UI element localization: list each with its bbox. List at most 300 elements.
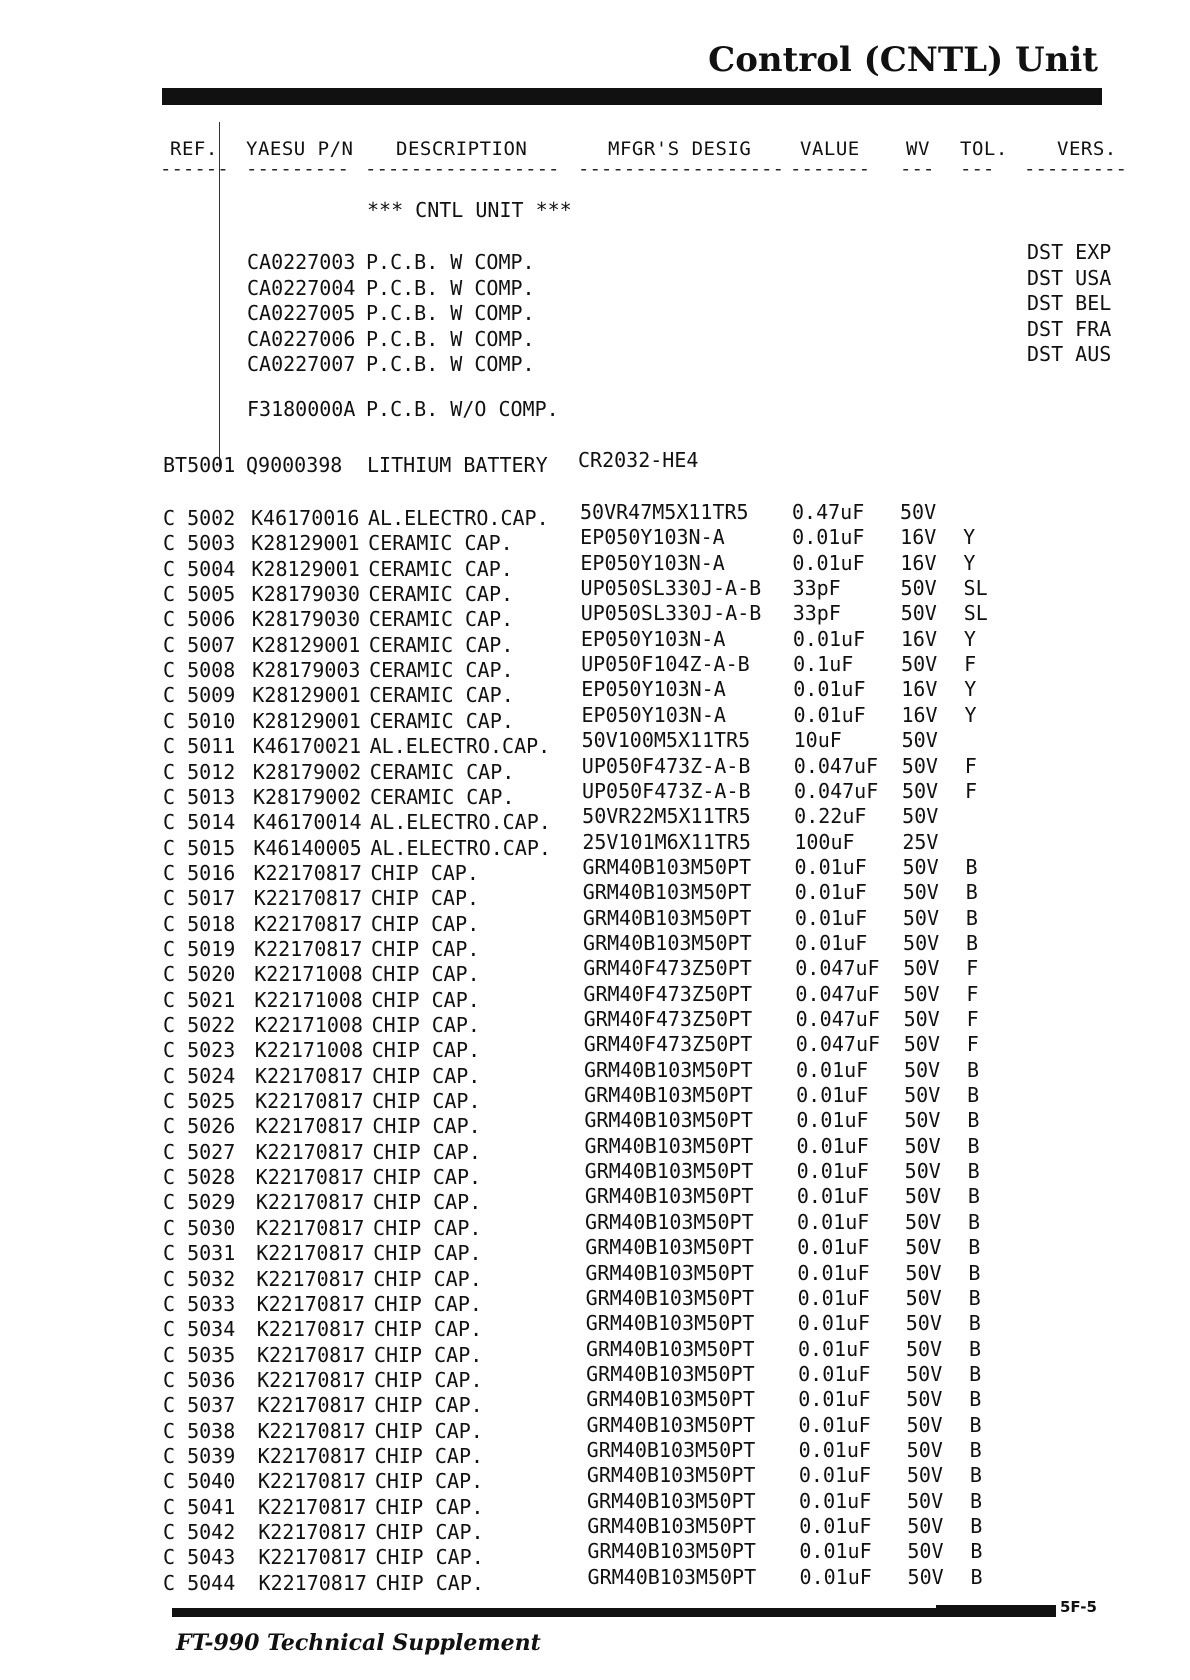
part-value: 0.01uF: [793, 677, 866, 702]
pcb-vers: DST USA: [1027, 265, 1112, 290]
part-tol: Y: [963, 525, 976, 550]
part-desc: CHIP CAP.: [370, 911, 480, 936]
part-wv: 50V: [906, 1412, 943, 1437]
part-wv: 16V: [900, 626, 938, 651]
part-mfgr: 50VR22M5X11TR5: [582, 804, 751, 829]
pcb-pn: CA0227007: [247, 352, 356, 376]
part-desc: CERAMIC CAP.: [369, 683, 514, 708]
part-value: 0.01uF: [798, 1463, 872, 1488]
part-tol: F: [966, 956, 979, 981]
part-pn: K46140005: [253, 835, 362, 860]
part-pn: K22170817: [256, 1241, 365, 1266]
part-value: 0.047uF: [795, 981, 880, 1006]
part-desc: AL.ELECTRO.CAP.: [370, 835, 551, 860]
part-pn: K22170817: [257, 1393, 366, 1418]
part-tol: B: [968, 1260, 981, 1285]
part-mfgr: GRM40B103M50PT: [585, 1235, 754, 1260]
part-tol: B: [967, 1159, 980, 1184]
part-pn: K28179002: [252, 759, 362, 784]
part-wv: 50V: [901, 652, 938, 677]
part-value: 0.01uF: [797, 1209, 870, 1234]
part-mfgr: 50VR47M5X11TR5: [580, 500, 749, 524]
part-ref: C 5019: [163, 936, 236, 961]
part-ref: C 5004: [163, 556, 236, 581]
top-rule: [162, 88, 1102, 105]
part-desc: CHIP CAP.: [371, 1063, 481, 1088]
part-ref: C 5012: [163, 759, 236, 784]
part-wv: 50V: [906, 1463, 943, 1488]
part-ref: C 5041: [163, 1494, 236, 1519]
part-mfgr: UP050F473Z-A-B: [581, 753, 751, 778]
part-wv: 50V: [906, 1387, 943, 1412]
part-value: 0.01uF: [799, 1564, 872, 1589]
part-desc: CERAMIC CAP.: [368, 607, 514, 632]
part-ref: C 5010: [163, 708, 236, 733]
part-tol: B: [969, 1387, 982, 1412]
part-desc: CHIP CAP.: [372, 1165, 482, 1190]
part-value: 0.01uF: [797, 1336, 871, 1361]
part-mfgr: GRM40B103M50PT: [584, 1083, 753, 1108]
pcb-vers: DST EXP: [1027, 240, 1112, 264]
part-tol: B: [969, 1412, 982, 1437]
part-ref: C 5040: [163, 1469, 236, 1494]
part-ref: C 5011: [163, 734, 236, 759]
part-wv: 16V: [901, 702, 938, 727]
part-value: 0.01uF: [797, 1235, 870, 1260]
part-wv: 50V: [901, 753, 938, 778]
part-value: 33pF: [792, 576, 841, 601]
part-value: 0.01uF: [794, 854, 867, 879]
part-wv: 50V: [901, 728, 938, 753]
part-tol: B: [967, 1184, 980, 1209]
part-ref: C 5029: [163, 1190, 236, 1215]
pcb-vers: DST FRA: [1027, 316, 1112, 341]
part-ref: C 5039: [163, 1443, 236, 1468]
part-tol: F: [964, 778, 978, 803]
part-desc: CHIP CAP.: [373, 1241, 482, 1266]
part-pn: K46170021: [252, 734, 361, 759]
part-pn: K22171008: [254, 987, 363, 1012]
part-ref: C 5024: [163, 1063, 236, 1088]
part-pn: K22170817: [256, 1342, 366, 1367]
part-desc: CERAMIC CAP.: [368, 632, 514, 657]
part-mfgr: GRM40B103M50PT: [584, 1108, 753, 1133]
part-ref: C 5003: [163, 531, 236, 556]
part-value: 0.01uF: [795, 930, 868, 955]
part-ref: C 5017: [163, 886, 236, 911]
part-tol: B: [969, 1463, 982, 1488]
footer-title: FT-990 Technical Supplement: [176, 1630, 541, 1656]
page-number: 5F-5: [1060, 1598, 1097, 1616]
part-pn: K22170817: [255, 1114, 364, 1139]
part-pn: K22170817: [257, 1418, 366, 1443]
part-mfgr: GRM40B103M50PT: [587, 1564, 757, 1589]
part-pn: K22171008: [254, 1038, 364, 1063]
part-ref: C 5013: [163, 784, 236, 809]
part-value: 0.047uF: [795, 1032, 881, 1057]
part-wv: 25V: [902, 829, 939, 854]
part-pn: K28129001: [251, 556, 360, 581]
part-value: 0.047uF: [795, 956, 880, 981]
header-underline: ------: [160, 158, 229, 180]
part-mfgr: GRM40F473Z50PT: [583, 1032, 753, 1057]
header-value: VALUE: [800, 138, 860, 160]
part-tol: Y: [964, 702, 977, 727]
pcb-pn: CA0227006: [247, 326, 356, 351]
part-desc: AL.ELECTRO.CAP.: [368, 506, 549, 530]
part-value: 0.01uF: [796, 1108, 869, 1133]
pcb-bare-desc: P.C.B. W/O COMP.: [366, 397, 559, 421]
page-title: Control (CNTL) Unit: [708, 40, 1098, 80]
part-pn: K22170817: [258, 1494, 367, 1519]
part-value: 33pF: [792, 601, 841, 626]
part-desc: CHIP CAP.: [372, 1114, 481, 1139]
part-ref: C 5016: [163, 860, 236, 885]
part-tol: Y: [963, 550, 976, 575]
part-tol: SL: [963, 576, 988, 601]
part-pn: K22170817: [254, 1063, 364, 1088]
part-wv: 50V: [905, 1235, 942, 1260]
part-desc: CHIP CAP.: [371, 1013, 480, 1037]
part-mfgr: GRM40B103M50PT: [586, 1387, 755, 1412]
pcb-desc: P.C.B. W COMP.: [366, 275, 535, 300]
part-value: 0.01uF: [798, 1387, 871, 1412]
part-ref: C 5034: [163, 1317, 236, 1342]
part-mfgr: GRM40B103M50PT: [582, 880, 752, 905]
part-mfgr: GRM40B103M50PT: [587, 1488, 756, 1513]
part-desc: CERAMIC CAP.: [369, 784, 515, 809]
part-desc: CERAMIC CAP.: [368, 582, 514, 607]
part-tol: B: [968, 1235, 981, 1260]
part-desc: CHIP CAP.: [371, 1038, 481, 1063]
part-mfgr: GRM40B103M50PT: [582, 905, 752, 930]
part-ref: C 5021: [163, 987, 236, 1012]
part-tol: B: [965, 854, 978, 879]
part-wv: 50V: [906, 1361, 943, 1386]
part-desc: CERAMIC CAP.: [369, 759, 515, 784]
part-mfgr: GRM40B103M50PT: [584, 1184, 754, 1209]
part-tol: SL: [963, 601, 988, 626]
part-desc: CHIP CAP.: [370, 886, 480, 911]
battery-desc: LITHIUM BATTERY: [367, 453, 548, 477]
part-desc: AL.ELECTRO.CAP.: [370, 810, 551, 835]
part-wv: 50V: [904, 1108, 941, 1133]
part-mfgr: EP050Y103N-A: [581, 677, 726, 702]
part-wv: 50V: [901, 778, 939, 803]
part-desc: CHIP CAP.: [373, 1266, 482, 1291]
part-pn: K22170817: [257, 1443, 367, 1468]
part-wv: 50V: [905, 1285, 942, 1310]
part-mfgr: EP050Y103N-A: [580, 626, 726, 651]
part-wv: 50V: [904, 1083, 941, 1108]
part-mfgr: GRM40B103M50PT: [585, 1260, 754, 1285]
part-tol: F: [966, 981, 979, 1006]
header-desc: DESCRIPTION: [396, 138, 528, 160]
part-ref: C 5005: [163, 582, 236, 607]
part-ref: C 5023: [163, 1038, 236, 1063]
part-mfgr: 25V101M6X11TR5: [582, 829, 751, 854]
part-mfgr: GRM40B103M50PT: [585, 1209, 754, 1234]
part-desc: CHIP CAP.: [374, 1367, 483, 1392]
part-pn: K22170817: [255, 1139, 364, 1164]
part-pn: K28129001: [251, 632, 361, 657]
part-tol: B: [966, 930, 979, 955]
part-pn: K22170817: [255, 1089, 364, 1114]
part-wv: 50V: [907, 1514, 944, 1538]
part-ref: C 5042: [163, 1520, 236, 1544]
part-mfgr: UP050F473Z-A-B: [581, 778, 751, 803]
header-underline: ---------: [246, 158, 349, 180]
part-pn: K22170817: [256, 1317, 366, 1342]
part-ref: C 5014: [163, 810, 236, 835]
part-wv: 50V: [907, 1564, 944, 1589]
part-mfgr: GRM40B103M50PT: [584, 1133, 754, 1158]
part-tol: B: [967, 1083, 980, 1108]
part-tol: B: [965, 905, 978, 930]
part-ref: C 5035: [163, 1342, 236, 1367]
part-mfgr: GRM40B103M50PT: [585, 1285, 755, 1310]
pcb-desc: P.C.B. W COMP.: [366, 326, 535, 351]
pcb-desc: P.C.B. W COMP.: [366, 352, 535, 376]
part-tol: F: [964, 652, 977, 677]
part-pn: K22170817: [256, 1266, 365, 1291]
part-mfgr: GRM40F473Z50PT: [583, 981, 752, 1006]
header-tol: TOL.: [960, 138, 1008, 160]
part-ref: C 5006: [163, 607, 236, 632]
part-desc: CERAMIC CAP.: [369, 708, 514, 733]
part-pn: K22170817: [258, 1520, 367, 1544]
part-tol: B: [966, 1057, 979, 1082]
part-pn: K28179003: [252, 658, 361, 683]
part-ref: C 5043: [163, 1545, 236, 1570]
part-mfgr: UP050SL330J-A-B: [580, 601, 762, 626]
part-ref: C 5028: [163, 1165, 236, 1190]
part-desc: AL.ELECTRO.CAP.: [369, 734, 551, 759]
part-desc: CHIP CAP.: [371, 936, 480, 961]
part-value: 0.01uF: [796, 1159, 869, 1184]
part-mfgr: 50V100M5X11TR5: [581, 728, 751, 753]
part-pn: K22170817: [253, 911, 363, 936]
part-wv: 50V: [907, 1539, 944, 1564]
part-ref: C 5020: [163, 962, 236, 987]
part-desc: CHIP CAP.: [374, 1418, 483, 1443]
part-ref: C 5031: [163, 1241, 236, 1266]
part-mfgr: GRM40F473Z50PT: [583, 1007, 753, 1031]
part-value: 0.01uF: [799, 1514, 872, 1538]
part-wv: 50V: [903, 1007, 940, 1031]
pcb-desc: P.C.B. W COMP.: [366, 301, 535, 325]
part-ref: C 5027: [163, 1139, 236, 1164]
part-desc: CHIP CAP.: [372, 1190, 482, 1215]
part-desc: CHIP CAP.: [375, 1570, 484, 1595]
part-wv: 50V: [905, 1311, 942, 1336]
part-pn: K22170817: [254, 936, 363, 961]
header-underline: ---: [960, 158, 995, 180]
pcb-vers: DST BEL: [1027, 291, 1112, 315]
part-wv: 50V: [907, 1488, 944, 1513]
header-wv: WV: [906, 138, 930, 160]
part-value: 0.01uF: [797, 1260, 870, 1285]
part-pn: K22170817: [253, 860, 362, 885]
header-underline: -----------------: [365, 158, 560, 180]
part-ref: C 5018: [163, 911, 236, 936]
part-desc: CHIP CAP.: [371, 962, 480, 987]
part-pn: K28179030: [251, 582, 360, 607]
part-pn: K28179002: [252, 784, 362, 809]
part-wv: 50V: [903, 981, 940, 1006]
part-tol: B: [968, 1336, 981, 1361]
part-pn: K28129001: [251, 531, 360, 556]
part-pn: K22171008: [254, 1013, 363, 1037]
part-desc: CHIP CAP.: [373, 1317, 483, 1342]
part-value: 100uF: [794, 829, 855, 854]
part-wv: 50V: [902, 905, 939, 930]
part-wv: 50V: [900, 500, 937, 524]
part-desc: CERAMIC CAP.: [368, 531, 513, 556]
part-pn: K46170014: [253, 810, 362, 835]
part-mfgr: GRM40B103M50PT: [586, 1412, 756, 1437]
part-tol: F: [964, 753, 977, 778]
pcb-pn: CA0227003: [247, 250, 356, 274]
part-desc: CHIP CAP.: [371, 987, 480, 1012]
part-ref: C 5022: [163, 1013, 236, 1037]
part-tol: B: [968, 1311, 981, 1336]
pcb-pn: CA0227004: [247, 275, 356, 300]
part-tol: B: [970, 1488, 983, 1513]
part-pn: K46170016: [251, 506, 360, 530]
part-pn: K22170817: [255, 1190, 365, 1215]
part-pn: K28179030: [251, 607, 361, 632]
part-tol: B: [968, 1209, 981, 1234]
part-mfgr: UP050SL330J-A-B: [580, 576, 762, 601]
header-underline: -------: [790, 158, 871, 180]
part-value: 0.47uF: [792, 500, 865, 524]
part-mfgr: GRM40B103M50PT: [584, 1159, 754, 1184]
part-desc: CHIP CAP.: [374, 1469, 484, 1494]
part-value: 0.01uF: [798, 1361, 871, 1386]
part-ref: C 5032: [163, 1266, 236, 1291]
part-wv: 50V: [902, 804, 939, 829]
part-mfgr: GRM40B103M50PT: [586, 1361, 755, 1386]
part-pn: K22170817: [257, 1469, 367, 1494]
header-mfgr: MFGR'S DESIG: [608, 138, 752, 160]
part-tol: F: [966, 1007, 979, 1031]
part-value: 0.01uF: [793, 702, 866, 727]
part-ref: C 5002: [163, 506, 236, 530]
part-value: 0.01uF: [797, 1285, 870, 1310]
part-value: 0.01uF: [792, 550, 865, 575]
part-value: 0.01uF: [799, 1539, 872, 1564]
part-value: 0.01uF: [796, 1083, 869, 1108]
part-wv: 50V: [903, 956, 940, 981]
part-ref: C 5026: [163, 1114, 236, 1139]
part-wv: 16V: [900, 525, 937, 550]
part-wv: 50V: [905, 1336, 943, 1361]
part-wv: 50V: [900, 576, 937, 601]
part-value: 0.01uF: [799, 1488, 872, 1513]
part-mfgr: GRM40B103M50PT: [586, 1463, 756, 1488]
part-ref: C 5033: [163, 1291, 236, 1316]
part-tol: B: [968, 1285, 981, 1310]
part-wv: 50V: [904, 1184, 941, 1209]
part-desc: CHIP CAP.: [373, 1291, 482, 1316]
pcb-desc: P.C.B. W COMP.: [366, 250, 535, 274]
part-tol: B: [970, 1514, 983, 1538]
part-value: 10uF: [793, 728, 842, 753]
part-desc: CHIP CAP.: [373, 1215, 482, 1240]
part-pn: K22170817: [258, 1545, 367, 1570]
part-desc: CERAMIC CAP.: [369, 658, 514, 683]
header-underline: ---------: [1024, 158, 1127, 180]
battery-ref: BT5001: [163, 453, 236, 477]
part-ref: C 5015: [163, 835, 236, 860]
part-pn: K22170817: [258, 1570, 367, 1595]
part-pn: K22170817: [256, 1291, 365, 1316]
part-tol: B: [967, 1133, 980, 1158]
header-underline: ---: [900, 158, 935, 180]
part-tol: B: [969, 1361, 982, 1386]
bottom-rule: [172, 1608, 1056, 1617]
part-mfgr: EP050Y103N-A: [581, 702, 726, 727]
part-value: 0.01uF: [797, 1311, 870, 1336]
part-desc: CHIP CAP.: [375, 1494, 484, 1519]
part-wv: 16V: [900, 550, 937, 575]
part-ref: C 5036: [163, 1367, 236, 1392]
part-tol: B: [970, 1539, 983, 1564]
part-tol: F: [966, 1032, 979, 1057]
part-ref: C 5025: [163, 1089, 236, 1114]
part-value: 0.01uF: [794, 905, 868, 930]
part-ref: C 5008: [163, 658, 236, 683]
part-pn: K22170817: [255, 1165, 365, 1190]
part-wv: 50V: [905, 1260, 942, 1285]
part-pn: K22170817: [256, 1215, 365, 1240]
part-pn: K28129001: [252, 708, 361, 733]
part-desc: CERAMIC CAP.: [368, 556, 513, 581]
part-value: 0.01uF: [798, 1437, 871, 1462]
part-tol: B: [970, 1564, 983, 1589]
part-ref: C 5044: [163, 1570, 236, 1595]
part-wv: 50V: [903, 1057, 941, 1082]
part-desc: CHIP CAP.: [375, 1545, 484, 1570]
header-pn: YAESU P/N: [246, 138, 354, 160]
pcb-pn: CA0227005: [247, 301, 356, 325]
battery-mfgr: CR2032-HE4: [578, 448, 699, 472]
part-tol: B: [965, 880, 978, 905]
part-wv: 50V: [902, 854, 939, 879]
header-ref: REF.: [170, 138, 218, 160]
part-mfgr: GRM40B103M50PT: [587, 1514, 756, 1538]
part-wv: 50V: [903, 1032, 940, 1057]
part-value: 0.01uF: [792, 525, 865, 550]
part-desc: CHIP CAP.: [374, 1443, 484, 1468]
header-vers: VERS.: [1057, 138, 1117, 160]
part-mfgr: UP050F104Z-A-B: [581, 652, 750, 677]
part-mfgr: GRM40B103M50PT: [583, 930, 752, 955]
part-pn: K22170817: [257, 1367, 366, 1392]
part-value: 0.01uF: [794, 880, 867, 905]
pcb-vers: DST AUS: [1027, 342, 1112, 366]
part-desc: CHIP CAP.: [375, 1520, 484, 1544]
part-value: 0.047uF: [793, 753, 879, 778]
part-value: 0.1uF: [793, 652, 854, 677]
part-mfgr: GRM40B103M50PT: [585, 1336, 755, 1361]
pcb-bare-pn: F3180000A: [247, 397, 356, 421]
part-mfgr: GRM40B103M50PT: [582, 854, 752, 879]
part-wv: 50V: [904, 1133, 941, 1158]
part-mfgr: GRM40B103M50PT: [586, 1437, 756, 1462]
part-pn: K28129001: [252, 683, 361, 708]
